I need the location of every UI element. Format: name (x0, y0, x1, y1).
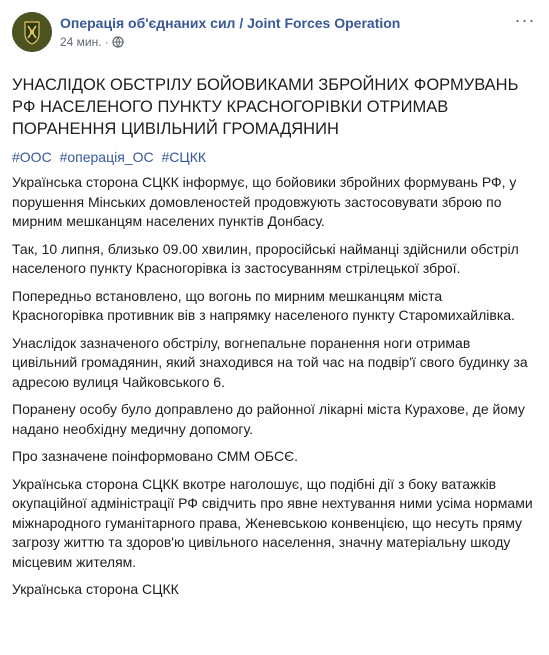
post-subline (60, 34, 400, 50)
globe-icon[interactable] (112, 36, 124, 48)
hashtag-operatsiia-os[interactable]: #операція_ОС (59, 149, 154, 165)
hashtag-oos[interactable]: #ООС (12, 149, 52, 165)
paragraph-2: Так, 10 липня, близько 09.00 хвилин, проросійські найманці здійснили обстріл населеного пункту Красногорівка із застосуванням стрілецької зброї. (12, 240, 519, 276)
separator-dot: · (104, 35, 109, 49)
paragraph-3: Попередньо встановлено, що вогонь по мирним мешканцям міста Красногорівка противник вів з напрямку населеного пункту Старомихайлівка. (12, 287, 515, 323)
more-options-icon[interactable]: ··· (514, 9, 536, 30)
post-timestamp[interactable]: 24 мин. (60, 35, 102, 49)
jfo-emblem-icon (12, 12, 52, 52)
post-content (12, 74, 537, 600)
hashtag-row (12, 148, 537, 167)
paragraph-8: Українська сторона СЦКК (12, 581, 179, 597)
page-name-link[interactable]: Операція об'єднаних сил / Joint Forces Operation (60, 15, 401, 31)
paragraph-5: Поранену особу було доправлено до районної лікарні міста Курахове, де йому надано необхідну медичну допомогу. (12, 401, 525, 437)
paragraph-6: Про зазначене поінформовано СММ ОБСЄ. (12, 448, 299, 464)
post-header (12, 9, 537, 56)
page-avatar[interactable] (12, 12, 52, 52)
hashtag-stskk[interactable]: #СЦКК (161, 149, 207, 165)
paragraph-1: Українська сторона СЦКК інформує, що бойовики збройних формувань РФ, у порушення Мінських домовленостей продовжують застосовувати зброю по мирним мешканцям населених пунктів Донбасу. (12, 174, 517, 229)
post-title: УНАСЛІДОК ОБСТРІЛУ БОЙОВИКАМИ ЗБРОЙНИХ ФОРМУВАНЬ РФ НАСЕЛЕНОГО ПУНКТУ КРАСНОГОРІВКИ ОТРИМАВ ПОРАНЕННЯ ЦИВІЛЬНИЙ ГРОМАДЯНИН (12, 76, 519, 138)
paragraph-4: Унаслідок зазначеного обстрілу, вогнепальне поранення ноги отримав цивільний громадянин, який знаходився на той час на подвір'ї свого будинку за адресою вулиця Чайковського 6. (12, 334, 528, 390)
paragraph-7: Українська сторона СЦКК вкотре наголошує, що подібні дії з боку ватажків окупаційної адміністрації РФ свідчить про явне нехтування ними усіма нормами міжнародного гуманітарного права, Женевською конвенцією, що несуть пряму загрозу життю та здоров'ю цивільного населення, значну матеріальну шкоду місцевим жителям. (12, 475, 533, 570)
post-meta (60, 12, 400, 50)
